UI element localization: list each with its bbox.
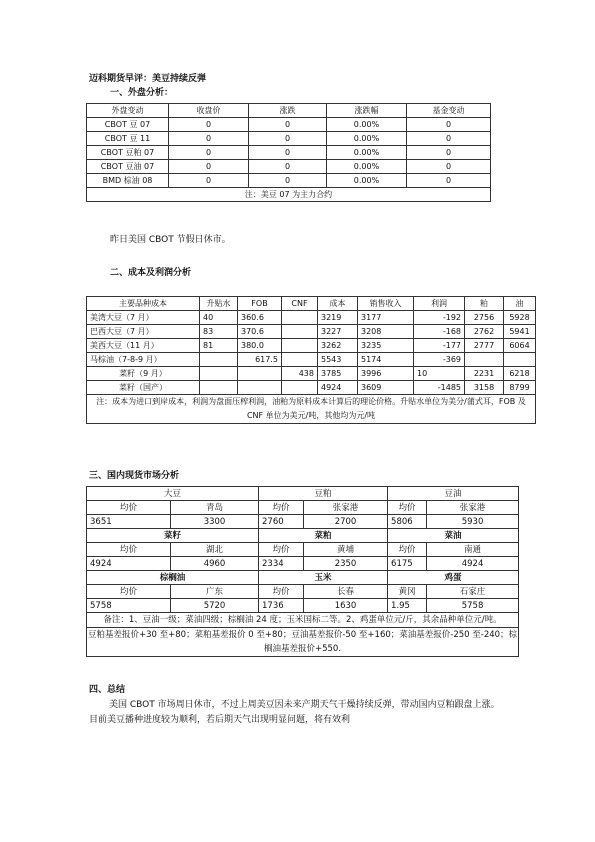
table-header: 均价 <box>87 501 171 515</box>
table-cell: 6175 <box>388 557 427 571</box>
table-cell: -192 <box>414 311 465 325</box>
table-cell: 4924 <box>427 557 519 571</box>
table-cell: 5930 <box>427 515 519 529</box>
table-cell: 1630 <box>304 599 388 613</box>
commodity-name: 豆粕 <box>259 487 388 501</box>
table-cell: -1485 <box>414 381 465 395</box>
table-cell: 617.5 <box>238 353 282 367</box>
commodity-name: 菜粕 <box>259 529 388 543</box>
table-header: 广东 <box>171 585 259 599</box>
commodity-name: 菜油 <box>388 529 519 543</box>
table-cell: 5758 <box>87 599 171 613</box>
table-cell: 0 <box>169 160 249 174</box>
table-header: 涨跌 <box>249 104 327 118</box>
section3-heading: 三、国内现货市场分析 <box>89 471 180 481</box>
table-cell: 0.00% <box>327 146 407 160</box>
table-cell: 0 <box>407 146 491 160</box>
table-note: 注：成本为进口到岸成本，利润为盘面压榨利润，油粕为原料成本计算后的理论价格。升贴水单位为美分/蒲式耳，FOB 及 CNF 单位为美元/吨，其他均为元/吨 <box>87 395 536 424</box>
group-name-row <box>87 529 519 543</box>
table-cell: 0 <box>249 160 327 174</box>
table-header: CNF <box>282 297 318 311</box>
table-header: 销售收入 <box>358 297 414 311</box>
table-note-row <box>87 628 519 657</box>
table-cell: 0 <box>407 132 491 146</box>
table-cell: 2350 <box>304 557 388 571</box>
group-label-row <box>87 543 519 557</box>
table-cell: -168 <box>414 325 465 339</box>
table-cell <box>282 325 318 339</box>
table-cell: 3785 <box>318 367 358 381</box>
table-row <box>87 339 536 353</box>
table-cell: 2756 <box>465 311 504 325</box>
table-header: 均价 <box>259 501 304 515</box>
table-cell <box>465 353 504 367</box>
table-cell: 3996 <box>358 367 414 381</box>
commodity-name: 大豆 <box>87 487 259 501</box>
table-cell: 1736 <box>259 599 304 613</box>
table-cell: CBOT 豆粕 07 <box>87 146 169 160</box>
group-label-row <box>87 585 519 599</box>
table-note-row <box>87 188 491 202</box>
table-cell <box>282 311 318 325</box>
table-cell: 3208 <box>358 325 414 339</box>
page-title: 迈科期货早评：美豆持续反弹 <box>89 74 207 84</box>
group-value-row <box>87 515 519 529</box>
table-cell: 40 <box>200 311 238 325</box>
table-cell: 0 <box>249 118 327 132</box>
table-cell: 2762 <box>465 325 504 339</box>
table-cell: CBOT 豆 11 <box>87 132 169 146</box>
table-cell: 3219 <box>318 311 358 325</box>
table-cell: 3300 <box>171 515 259 529</box>
table-cell: 美西大豆（11 月） <box>87 339 200 353</box>
table-cell: 2760 <box>259 515 304 529</box>
commodity-name: 豆油 <box>388 487 519 501</box>
section4-heading: 四、总结 <box>89 685 126 695</box>
table-cell: 0 <box>169 132 249 146</box>
table-cell: 0.00% <box>327 132 407 146</box>
table-cell: 4924 <box>87 557 171 571</box>
table-cell: 5806 <box>388 515 427 529</box>
table-cell: 438 <box>282 367 318 381</box>
table-row <box>87 146 491 160</box>
table-row <box>87 325 536 339</box>
foreign-market-table <box>86 103 491 202</box>
table-cell: 0 <box>249 146 327 160</box>
table-header: 张家港 <box>427 501 519 515</box>
table-cell <box>282 353 318 367</box>
table-header: 油 <box>504 297 536 311</box>
table-header: 南通 <box>427 543 519 557</box>
table-cell: 5941 <box>504 325 536 339</box>
table-row <box>87 118 491 132</box>
table-cell: 360.6 <box>238 311 282 325</box>
table-cell: 3158 <box>465 381 504 395</box>
group-value-row <box>87 599 519 613</box>
table-header: 收盘价 <box>169 104 249 118</box>
table-header: 涨跌幅 <box>327 104 407 118</box>
table-row <box>87 311 536 325</box>
table-cell <box>200 353 238 367</box>
table-header: 湖北 <box>171 543 259 557</box>
commodity-name: 菜籽 <box>87 529 259 543</box>
table-cell: 0 <box>169 174 249 188</box>
table-header: 均价 <box>87 585 171 599</box>
table-cell: BMD 棕油 08 <box>87 174 169 188</box>
table-cell: 0.00% <box>327 160 407 174</box>
table-cell <box>200 367 238 381</box>
table-cell: 10 <box>414 367 465 381</box>
table-cell: 2777 <box>465 339 504 353</box>
table-cell: -177 <box>414 339 465 353</box>
table-cell: 6218 <box>504 367 536 381</box>
table-cell: CBOT 豆 07 <box>87 118 169 132</box>
table-header: 长春 <box>304 585 388 599</box>
table-cell: 6064 <box>504 339 536 353</box>
table-header: 均价 <box>388 543 427 557</box>
table-cell: 3227 <box>318 325 358 339</box>
table-header-row <box>87 104 491 118</box>
table-note: 注：美豆 07 为主力合约 <box>87 188 491 202</box>
table-cell: 0 <box>249 174 327 188</box>
table-cell: 4924 <box>318 381 358 395</box>
table-cell: 4960 <box>171 557 259 571</box>
table-header: 石家庄 <box>427 585 519 599</box>
table-row <box>87 353 536 367</box>
section1-heading: 一、外盘分析： <box>110 88 174 98</box>
group-label-row <box>87 501 519 515</box>
table-row <box>87 160 491 174</box>
table-cell <box>238 381 282 395</box>
section1-text: 昨日美国 CBOT 节假日休市。 <box>110 235 231 245</box>
table-cell: 2334 <box>259 557 304 571</box>
table-cell: 380.0 <box>238 339 282 353</box>
table-cell: 美湾大豆（7 月） <box>87 311 200 325</box>
group-name-row <box>87 571 519 585</box>
table-header: 基金变动 <box>407 104 491 118</box>
table-cell: 370.6 <box>238 325 282 339</box>
table-cell: 8799 <box>504 381 536 395</box>
table-cell: 0 <box>407 174 491 188</box>
table-header: 张家港 <box>304 501 388 515</box>
table-header: 主要品种成本 <box>87 297 200 311</box>
table-note-row <box>87 613 519 628</box>
table-header: 均价 <box>87 543 171 557</box>
table-cell: 0 <box>169 118 249 132</box>
table-cell: 5543 <box>318 353 358 367</box>
table-cell: 5174 <box>358 353 414 367</box>
table-header: 黄冈 <box>388 585 427 599</box>
table-cell: 0.00% <box>327 174 407 188</box>
table-cell: 1.95 <box>388 599 427 613</box>
domestic-spot-table <box>86 486 519 657</box>
table-header: 均价 <box>388 501 427 515</box>
table-cell <box>282 339 318 353</box>
table-cell: 3262 <box>318 339 358 353</box>
table-cell <box>238 367 282 381</box>
table-cell: 3235 <box>358 339 414 353</box>
table-cell <box>200 381 238 395</box>
table-cell: 菜籽（国产） <box>87 381 200 395</box>
table-cell: 3609 <box>358 381 414 395</box>
table-cell: 马棕油（7-8-9 月） <box>87 353 200 367</box>
cost-profit-table <box>86 296 536 424</box>
table-cell: 2231 <box>465 367 504 381</box>
table-note: 备注：1、豆油一级；菜油四级；棕榈油 24 度；玉米国标二等。2、鸡蛋单位元/斤，其余品种单位元/吨。 <box>87 613 519 628</box>
commodity-name: 鸡蛋 <box>388 571 519 585</box>
table-header: 黄埔 <box>304 543 388 557</box>
commodity-name: 玉米 <box>259 571 388 585</box>
table-cell: 2700 <box>304 515 388 529</box>
table-cell: CBOT 豆油 07 <box>87 160 169 174</box>
table-header: 升贴水 <box>200 297 238 311</box>
table-cell: 5720 <box>171 599 259 613</box>
table-header: 成本 <box>318 297 358 311</box>
table-header: 利润 <box>414 297 465 311</box>
table-header: 均价 <box>259 543 304 557</box>
table-cell: 83 <box>200 325 238 339</box>
table-row <box>87 132 491 146</box>
table-header: 青岛 <box>171 501 259 515</box>
table-cell: 0.00% <box>327 118 407 132</box>
table-cell: 81 <box>200 339 238 353</box>
table-note: 豆粕基差报价+30 至+80；菜粕基差报价 0 至+80；豆油基差报价-50 至+160；菜油基差报价-250 至-240；棕榈油基差报价+550. <box>87 628 519 657</box>
table-header: 外盘变动 <box>87 104 169 118</box>
group-name-row <box>87 487 519 501</box>
table-cell <box>282 381 318 395</box>
table-row <box>87 367 536 381</box>
table-cell: 0 <box>249 132 327 146</box>
section2-heading: 二、成本及利润分析 <box>110 268 192 278</box>
table-cell: 菜籽（9 月） <box>87 367 200 381</box>
table-cell: -369 <box>414 353 465 367</box>
commodity-name: 棕榈油 <box>87 571 259 585</box>
table-cell: 3651 <box>87 515 171 529</box>
table-cell: 5928 <box>504 311 536 325</box>
table-header: 粕 <box>465 297 504 311</box>
table-cell: 0 <box>407 160 491 174</box>
table-cell: 巴西大豆（7 月） <box>87 325 200 339</box>
table-cell: 0 <box>169 146 249 160</box>
table-cell <box>504 353 536 367</box>
table-cell: 5758 <box>427 599 519 613</box>
table-header-row <box>87 297 536 311</box>
table-row <box>87 174 491 188</box>
table-row <box>87 381 536 395</box>
table-cell: 0 <box>407 118 491 132</box>
group-value-row <box>87 557 519 571</box>
table-header: 均价 <box>259 585 304 599</box>
table-cell: 3177 <box>358 311 414 325</box>
table-note-row <box>87 395 536 424</box>
section4-text: 美国 CBOT 市场周日休市，不过上周美豆因未来产期天气干燥持续反弹，带动国内豆粕跟盘上涨。目前美豆播种进度较为顺利，若后期天气出现明显问题，将有效利 <box>89 700 500 725</box>
table-header: FOB <box>238 297 282 311</box>
